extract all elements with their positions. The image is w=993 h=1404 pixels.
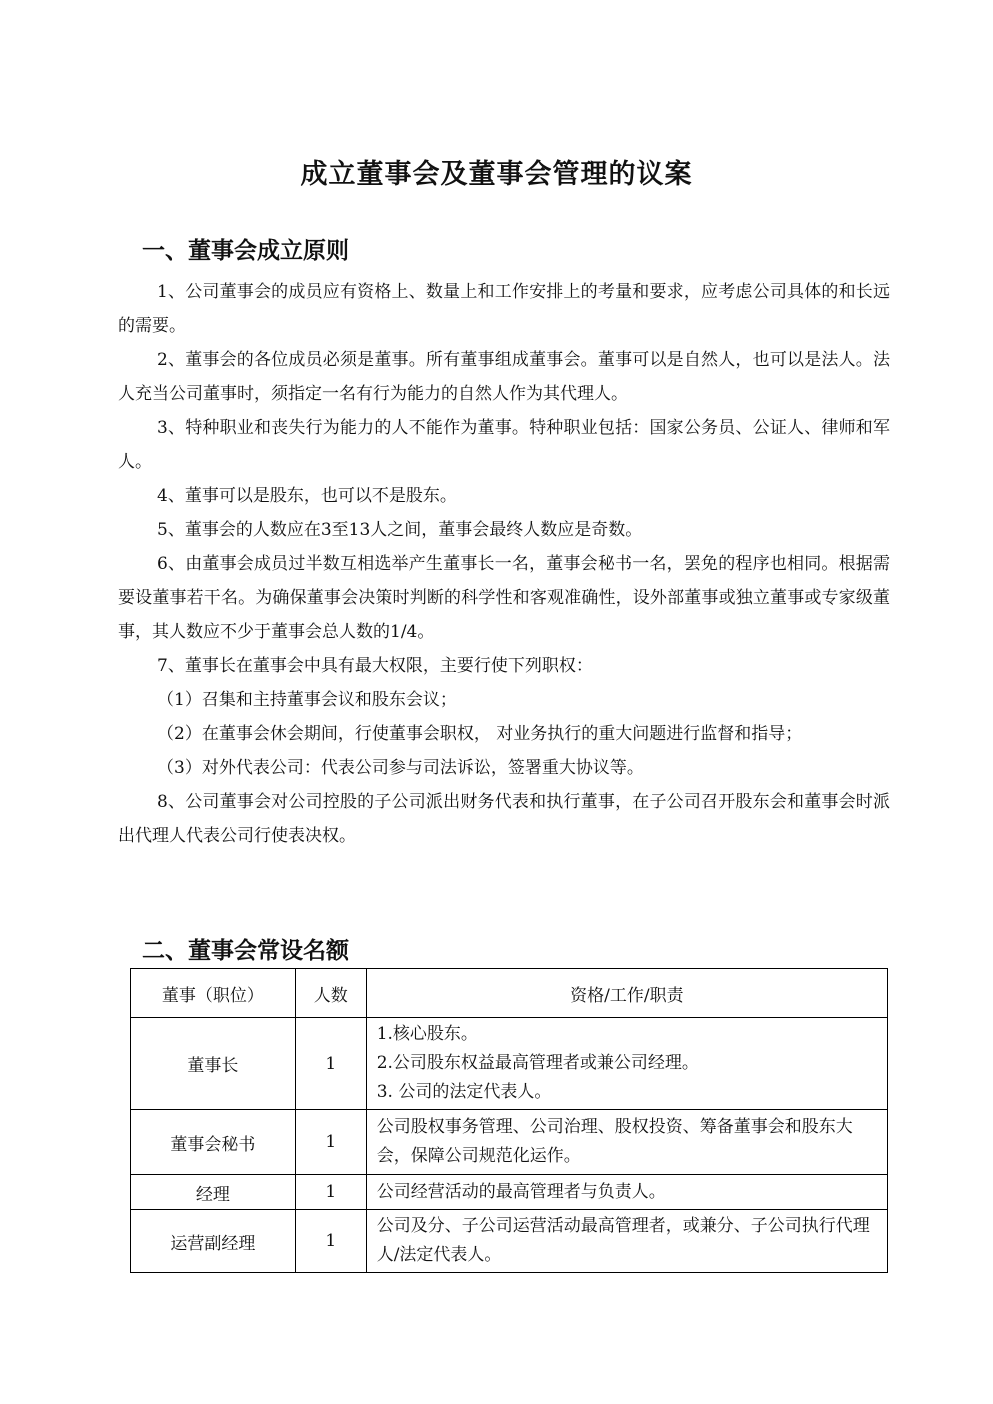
board-positions-table [130, 968, 888, 1273]
paragraph-7-item-1: （1）召集和主持董事会议和股东会议； [157, 690, 457, 710]
duty-line: 公司股权事务管理、公司治理、股权投资、筹备董事会和股东大会，保障公司规范化运作。 [376, 1117, 853, 1166]
paragraph-5: 5、董事会的人数应在3至13人之间，董事会最终人数应是奇数。 [157, 520, 643, 540]
document-title: 成立董事会及董事会管理的议案 [300, 159, 693, 190]
section-1-heading: 一、董事会成立原则 [142, 238, 349, 264]
paragraph-1: 1、公司董事会的成员应有资格上、数量上和工作安排上的考量和要求，应考虑公司具体的和长远的需要。 [118, 282, 890, 336]
duty-line: 3. 公司的法定代表人。 [376, 1082, 552, 1102]
table-header-row [131, 969, 888, 1018]
duties-cell [366, 1018, 887, 1110]
count-cell: 1 [295, 1175, 366, 1210]
duty-line: 公司及分、子公司运营活动最高管理者，或兼分、子公司执行代理人/法定代表人。 [376, 1216, 870, 1265]
table-row [131, 1018, 888, 1110]
paragraph-7-item-3: （3）对外代表公司：代表公司参与司法诉讼，签署重大协议等。 [157, 758, 644, 778]
paragraph-2: 2、董事会的各位成员必须是董事。所有董事组成董事会。董事可以是自然人，也可以是法人。法人充当公司董事时，须指定一名有行为能力的自然人作为其代理人。 [118, 350, 890, 404]
table-row [131, 1175, 888, 1210]
position-cell: 运营副经理 [131, 1210, 296, 1273]
duties-cell [366, 1175, 887, 1210]
table-row [131, 1210, 888, 1273]
count-cell: 1 [295, 1210, 366, 1273]
position-cell: 董事长 [131, 1018, 296, 1110]
count-cell: 1 [295, 1018, 366, 1110]
duty-line: 2.公司股东权益最高管理者或兼公司经理。 [376, 1053, 699, 1073]
paragraph-3: 3、特种职业和丧失行为能力的人不能作为董事。特种职业包括：国家公务员、公证人、律师和军人。 [118, 418, 890, 472]
count-cell: 1 [295, 1110, 366, 1175]
paragraph-4: 4、董事可以是股东，也可以不是股东。 [157, 486, 457, 506]
duties-cell [366, 1110, 887, 1175]
header-duties: 资格/工作/职责 [366, 969, 887, 1018]
position-cell: 董事会秘书 [131, 1110, 296, 1175]
duties-cell [366, 1210, 887, 1273]
paragraph-7: 7、董事长在董事会中具有最大权限，主要行使下列职权： [157, 656, 593, 676]
duty-line: 公司经营活动的最高管理者与负责人。 [376, 1181, 666, 1202]
section-1-body [118, 275, 890, 853]
section-2-heading: 二、董事会常设名额 [142, 938, 349, 964]
paragraph-7-item-2: （2）在董事会休会期间，行使董事会职权， 对业务执行的重大问题进行监督和指导； [157, 724, 803, 744]
duty-line: 1.核心股东。 [376, 1024, 478, 1044]
header-count: 人数 [295, 969, 366, 1018]
table-row [131, 1110, 888, 1175]
position-cell: 经理 [131, 1175, 296, 1210]
paragraph-6: 6、由董事会成员过半数互相选举产生董事长一名，董事会秘书一名，罢免的程序也相同。根据需要设董事若干名。为确保董事会决策时判断的科学性和客观准确性，设外部董事或独立董事或专家级董事，其人数应不少于董事会总人数的1/4。 [118, 554, 890, 642]
header-position: 董事（职位） [131, 969, 296, 1018]
paragraph-8: 8、公司董事会对公司控股的子公司派出财务代表和执行董事，在子公司召开股东会和董事会时派出代理人代表公司行使表决权。 [118, 792, 890, 846]
